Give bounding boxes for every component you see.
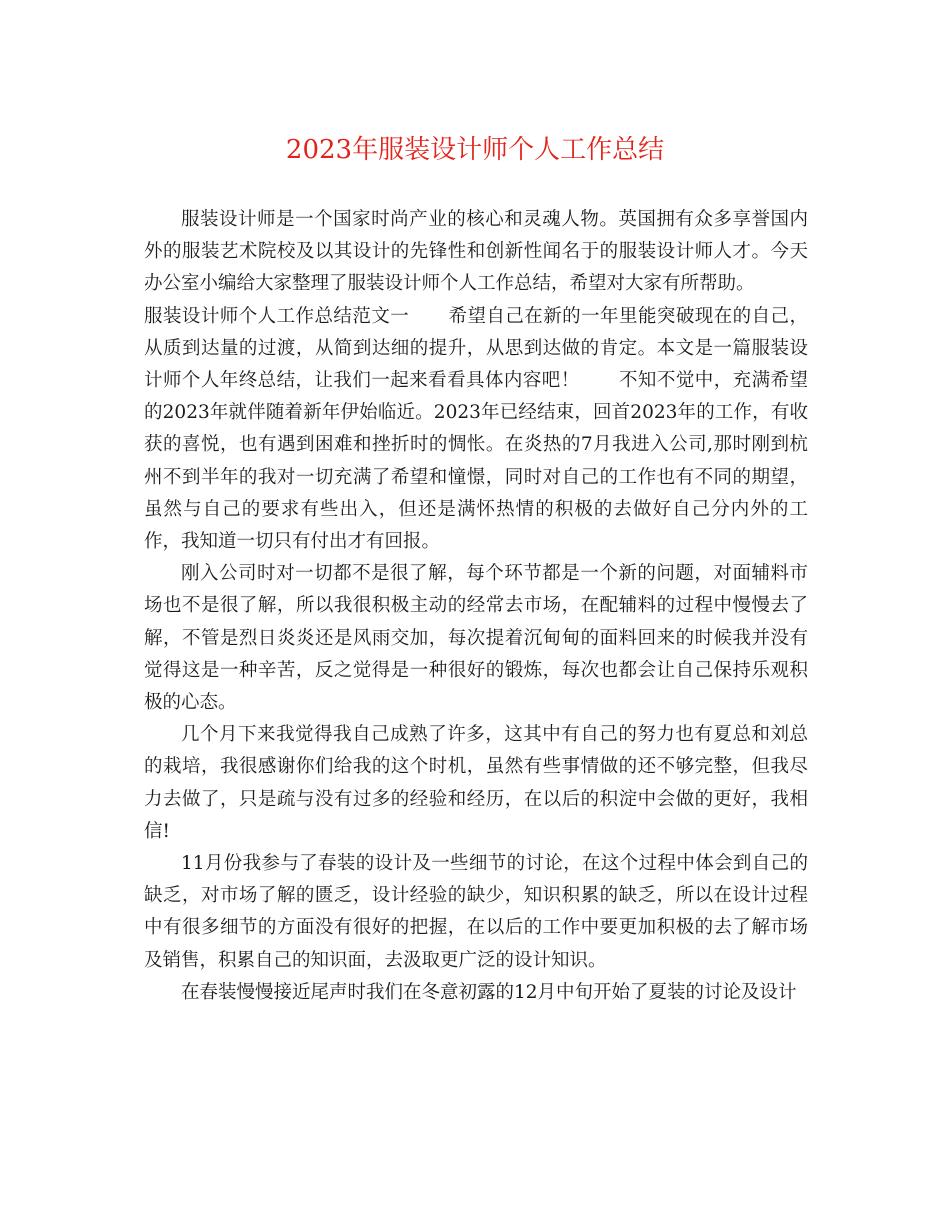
body-paragraph: 几个月下来我觉得我自己成熟了许多，这其中有自己的努力也有夏总和刘总的栽培，我很感谢你们给我的这个时机，虽然有些事情做的还不够完整，但我尽力去做了，只是疏与没有过多的经验和经历，在以后的积淀中会做的更好，我相信! xyxy=(144,724,808,842)
body-paragraph: 刚入公司时对一切都不是很了解，每个环节都是一个新的问题，对面辅料市场也不是很了解，所以我很积极主动的经常去市场，在配辅料的过程中慢慢去了解，不管是烈日炎炎还是风雨交加，每次提着沉甸甸的面料回来的时候我并没有觉得这是一种辛苦，反之觉得是一种很好的锻炼，每次也都会让自己保持乐观积极的心态。 xyxy=(144,563,808,714)
sample-body: 不知不觉中，充满希望的2023年就伴随着新年伊始临近。2023年已经结束，回首2023年的工作，有收获的喜悦，也有遇到困难和挫折时的惆怅。在炎热的7月我进入公司,那时刚到杭州不到半年的我对一切充满了希望和憧憬，同时对自己的工作也有不同的期望，虽然与自己的要求有些出入，但还是满怀热情的积极的去做好自己分内外的工作，我知道一切只有付出才有回报。 xyxy=(144,370,808,553)
sample-paragraph xyxy=(144,301,808,559)
body-paragraph: 11月份我参与了春装的设计及一些细节的讨论，在这个过程中体会到自己的缺乏，对市场了解的匮乏，设计经验的缺少，知识积累的缺乏，所以在设计过程中有很多细节的方面没有很好的把握，在以后的工作中要更加积极的去了解市场及销售，积累自己的知识面，去汲取更广泛的设计知识。 xyxy=(144,853,808,971)
sample-lead: 希望自己在新的一年里能突破现在的自己，从质到达量的过渡，从简到达细的提升，从思到达做的肯定。本文是一篇服装设计师个人年终总结，让我们一起来看看具体内容吧！ xyxy=(144,305,808,392)
sample-heading: 服装设计师个人工作总结范文一 xyxy=(144,305,410,327)
document-title: 2023年服装设计师个人工作总结 xyxy=(285,135,665,165)
intro-paragraph: 服装设计师是一个国家时尚产业的核心和灵魂人物。英国拥有众多享誉国内外的服装艺术院校及以其设计的先锋性和创新性闻名于的服装设计师人才。今天办公室小编给大家整理了服装设计师个人工作总结，希望对大家有所帮助。 xyxy=(144,209,808,295)
body-paragraph: 在春装慢慢接近尾声时我们在冬意初露的12月中旬开始了夏装的讨论及设计 xyxy=(181,981,797,1003)
document-body xyxy=(144,204,808,1009)
